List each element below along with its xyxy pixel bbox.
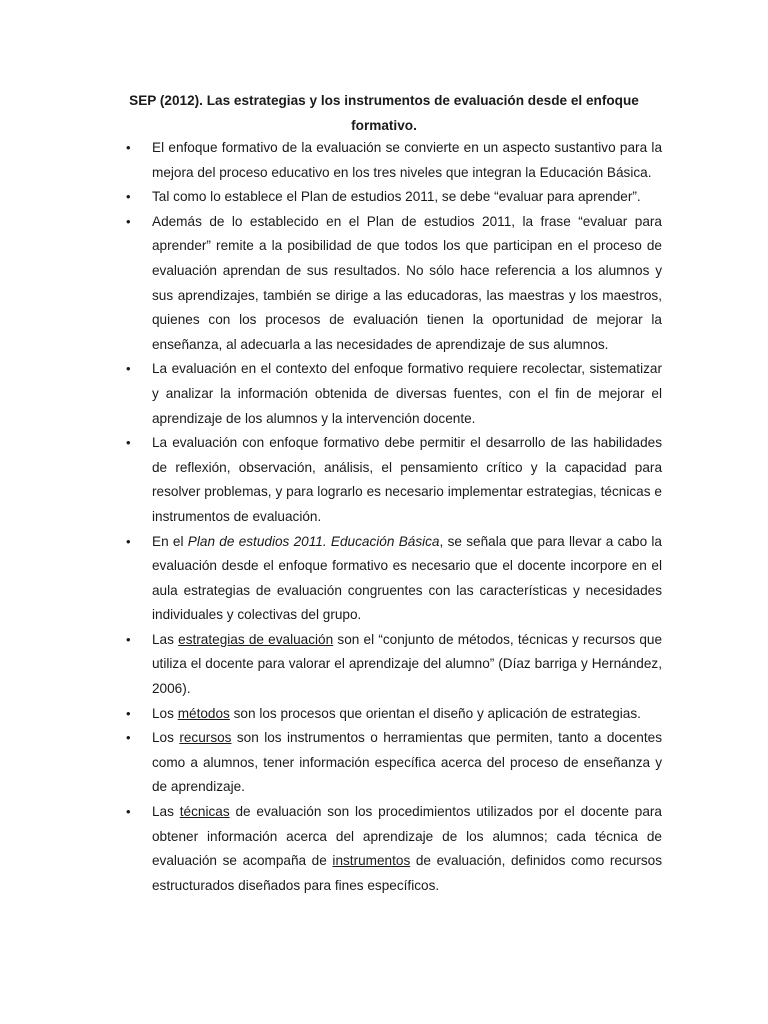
item-text-pre: Las — [152, 631, 179, 647]
bullet-icon: • — [126, 705, 131, 721]
item-text: Además de lo establecido en el Plan de estudios 2011, la frase “evaluar para aprender” remite a la posibilidad de que todos los que participan en el proceso de evaluación aprendan de sus resultados. No sólo hace referencia a los alumnos y sus aprendizajes, también se dirige a las educadoras, las maestras y los maestros, quienes con los procesos de evaluación tienen la oportunidad de mejorar la enseñanza, al adecuarla a las necesidades de aprendizaje de sus alumnos. — [152, 213, 662, 352]
bullet-icon: • — [126, 804, 131, 820]
document-title: SEP (2012). Las estrategias y los instrumentos de evaluación desde el enfoque formativo. — [129, 93, 639, 133]
list-item — [0, 136, 662, 185]
list-item — [0, 800, 662, 898]
item-text-mid: de evaluación son los procedimientos utilizados por el docente para obtener información acerca del aprendizaje de los alumnos; cada técnica de evaluación se acompaña de — [152, 804, 662, 869]
item-text-post: son los procesos que orientan el diseño y aplicación de estrategias. — [229, 705, 641, 721]
item-text: Tal como lo establece el Plan de estudios 2011, se debe “evaluar para aprender”. — [152, 189, 641, 205]
item-text-post: , se señala que para llevar a cabo la evaluación desde el enfoque formativo es necesario que el docente incorpore en el aula estrategias de evaluación congruentes con las características y necesidades individuales y colectivas del grupo. — [152, 533, 662, 623]
bullet-icon: • — [126, 189, 131, 205]
list-item — [0, 357, 662, 431]
item-text-pre: Los — [152, 730, 180, 746]
item-text: La evaluación en el contexto del enfoque formativo requiere recolectar, sistematizar y analizar la información obtenida de diversas fuentes, con el fin de mejorar el aprendizaje de los alumnos y la intervención docente. — [152, 361, 662, 426]
bullet-icon: • — [126, 631, 131, 647]
term-estrategias: estrategias de evaluación — [178, 631, 334, 647]
bullet-icon: • — [126, 533, 131, 549]
list-item — [0, 185, 662, 210]
list-item — [0, 726, 662, 800]
list-item — [0, 702, 662, 727]
bullet-icon: • — [126, 435, 131, 451]
item-text-pre: En el — [152, 533, 188, 549]
item-text-post: de evaluación, definidos como recursos estructurados diseñados para fines específicos. — [152, 853, 662, 893]
item-text: La evaluación con enfoque formativo debe permitir el desarrollo de las habilidades de reflexión, observación, análisis, el pensamiento crítico y la capacidad para resolver problemas, y para lograrlo es necesario implementar estrategias, técnicas e instrumentos de evaluación. — [152, 435, 662, 524]
term-tecnicas: técnicas — [179, 804, 230, 820]
term-recursos: recursos — [179, 730, 232, 746]
term-instrumentos: instrumentos — [332, 853, 411, 869]
bullet-icon: • — [126, 361, 131, 377]
item-text-post: son los instrumentos o herramientas que permiten, tanto a docentes como a alumnos, tener información específica acerca del proceso de enseñanza y de aprendizaje. — [152, 730, 662, 795]
list-item — [0, 530, 662, 628]
bullet-icon: • — [126, 140, 131, 155]
item-text-post: son el “conjunto de métodos, técnicas y recursos que utiliza el docente para valorar el aprendizaje del alumno” (Díaz barriga y Hernández, 2006). — [152, 631, 663, 697]
item-text-pre: Los — [152, 705, 178, 721]
bullet-list — [0, 136, 768, 898]
bullet-icon: • — [126, 213, 131, 229]
list-item — [0, 628, 662, 702]
term-metodos: métodos — [177, 705, 230, 721]
item-text-pre: Las — [152, 804, 180, 820]
plan-title-italic: Plan de estudios 2011. Educación Básica — [187, 533, 440, 549]
bullet-icon: • — [126, 730, 131, 746]
item-text: El enfoque formativo de la evaluación se convierte en un aspecto sustantivo para la mejora del proceso educativo en los tres niveles que integran la Educación Básica. — [152, 140, 662, 180]
list-item — [0, 210, 662, 358]
list-item — [0, 431, 662, 529]
